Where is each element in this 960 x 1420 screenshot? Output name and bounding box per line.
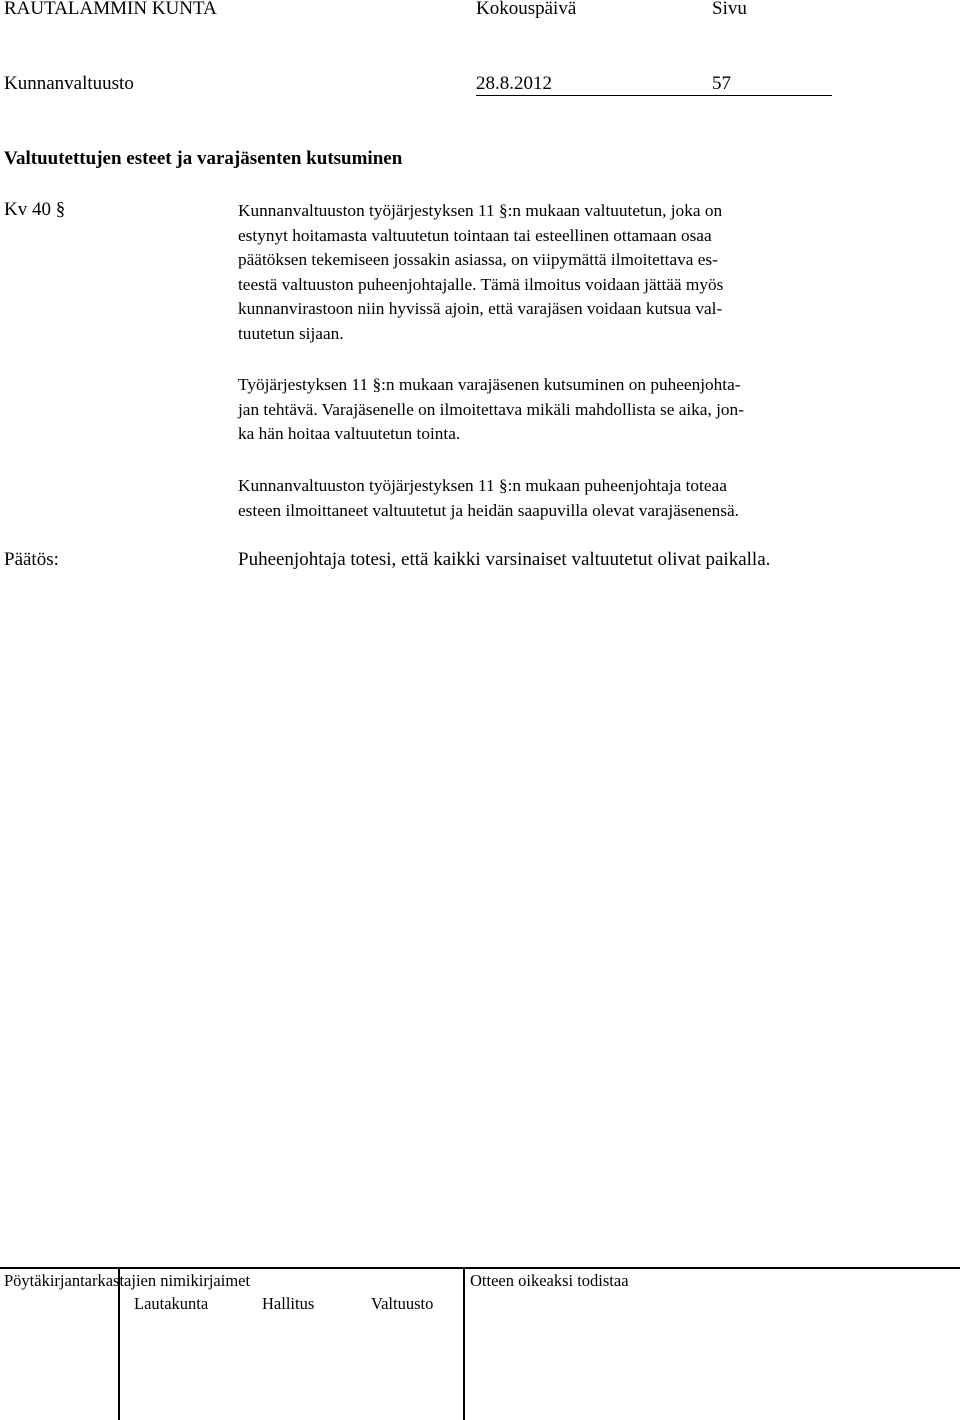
footer-column-government: Hallitus — [262, 1294, 315, 1313]
paragraph-line: teestä valtuuston puheenjohtajalle. Tämä ilmoitus voidaan jättää myös — [238, 274, 724, 294]
paragraph-1 — [238, 199, 958, 346]
paragraph-line: Kunnanvaltuuston työjärjestyksen 11 §:n mukaan valtuutetun, joka on — [238, 201, 723, 220]
paragraph-line: ka hän hoitaa valtuutetun tointa. — [238, 424, 461, 443]
meeting-date-label: Kokouspäivä — [476, 0, 577, 19]
footer-column-council: Valtuusto — [371, 1294, 434, 1313]
section-ref: Kv 40 § — [4, 199, 66, 220]
paragraph-2 — [238, 373, 958, 447]
paragraph-line: päätöksen tekemiseen jossakin asiassa, on viipymättä ilmoitettava es- — [238, 250, 718, 269]
paragraph-3 — [238, 474, 958, 523]
paragraph-line: estynyt hoitamasta valtuutetun tointaan tai esteellinen ottamaan osaa — [238, 225, 712, 245]
council-name: Kunnanvaltuusto — [4, 73, 134, 94]
footer-certified-label: Otteen oikeaksi todistaa — [470, 1271, 629, 1290]
paragraph-line: kunnanvirastoon niin hyvissä ajoin, että varajäsen voidaan kutsua val- — [238, 299, 723, 318]
page-label: Sivu — [712, 0, 747, 19]
footer-right-rule — [463, 1267, 465, 1420]
paragraph-line: Työjärjestyksen 11 §:n mukaan varajäsenen kutsuminen on puheenjohta- — [238, 375, 741, 394]
decision-text: Puheenjohtaja totesi, että kaikki varsinaiset valtuutetut olivat paikalla. — [238, 549, 771, 570]
section-title: Valtuutettujen esteet ja varajäsenten kutsuminen — [4, 148, 403, 169]
paragraph-line: tuutetun sijaan. — [238, 323, 344, 343]
footer-signatures-label: Pöytäkirjantarkastajien nimikirjaimet — [4, 1271, 251, 1290]
footer-column-board: Lautakunta — [134, 1294, 209, 1313]
footer-top-rule — [0, 1267, 960, 1269]
organization-name: RAUTALAMMIN KUNTA — [4, 0, 217, 19]
paragraph-line: esteen ilmoittaneet valtuutetut ja heidän saapuvilla olevat varajäsenensä. — [238, 500, 739, 520]
paragraph-line: jan tehtävä. Varajäsenelle on ilmoitettava mikäli mahdollista se aika, jon- — [238, 399, 744, 419]
meeting-date: 28.8.2012 — [476, 73, 712, 96]
page-number: 57 — [712, 73, 832, 96]
paragraph-line: Kunnanvaltuuston työjärjestyksen 11 §:n mukaan puheenjohtaja toteaa — [238, 476, 727, 495]
decision-label: Päätös: — [4, 549, 59, 570]
